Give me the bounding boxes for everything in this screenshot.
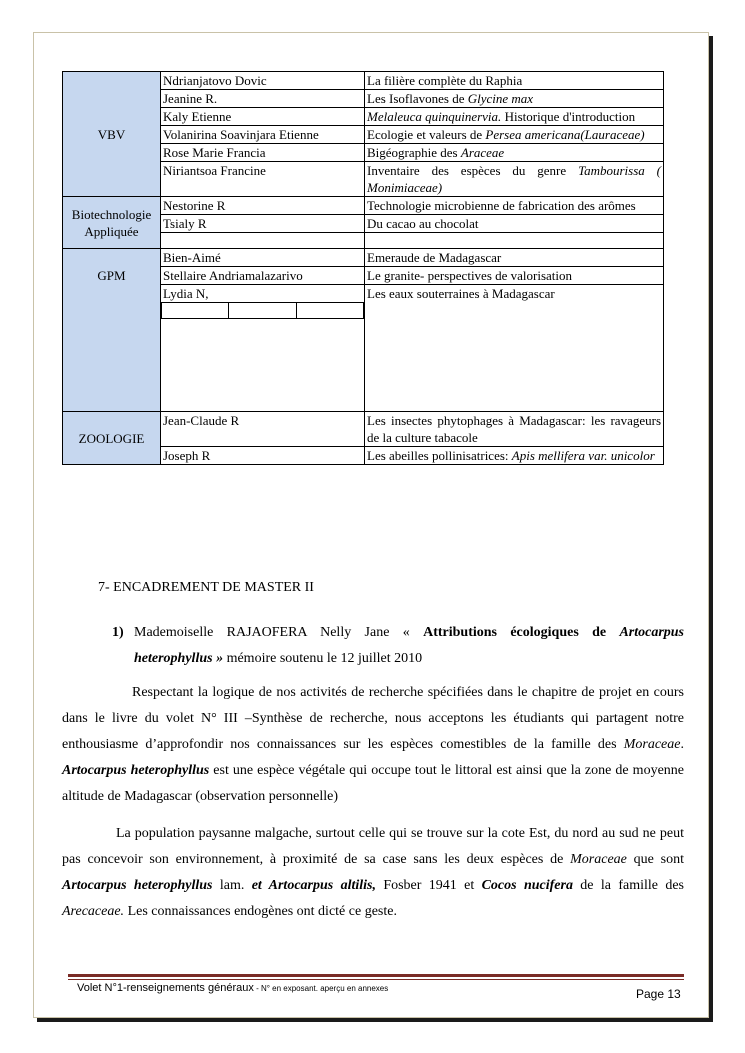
student-name: Nestorine R — [161, 197, 365, 215]
empty-cell — [229, 303, 296, 319]
student-name: Volanirina Soavinjara Etienne — [161, 126, 365, 144]
empty-subgrid — [161, 302, 364, 319]
empty-cell — [296, 303, 363, 319]
table-row — [63, 249, 664, 267]
thesis-topic: Du cacao au chocolat — [365, 215, 664, 233]
thesis-topic: Emeraude de Madagascar — [365, 249, 664, 267]
dept-cell: Biotechnologie Appliquée — [63, 197, 161, 249]
thesis-topic: Bigéographie des Araceae — [365, 144, 664, 162]
empty-cell — [162, 303, 229, 319]
supervision-table — [62, 71, 664, 465]
empty-cell — [365, 233, 664, 249]
footer-rule — [68, 979, 684, 980]
student-name: Joseph R — [161, 447, 365, 465]
student-name: Lydia N, — [163, 286, 209, 301]
section-title: 7- ENCADREMENT DE MASTER II — [98, 580, 314, 595]
table-row — [63, 197, 664, 215]
table-row — [63, 72, 664, 90]
dept-cell: GPM — [63, 249, 161, 412]
thesis-topic: La filière complète du Raphia — [365, 72, 664, 90]
footer-rule — [68, 974, 684, 977]
page-shadow-bottom — [37, 1018, 713, 1022]
thesis-topic: Les eaux souterraines à Madagascar — [365, 285, 664, 412]
student-name: Jeanine R. — [161, 90, 365, 108]
student-name: Niriantsoa Francine — [161, 162, 365, 197]
thesis-topic: Le granite- perspectives de valorisation — [365, 267, 664, 285]
thesis-topic: Inventaire des espèces du genre Tambourissa ( Monimiaceae) — [365, 162, 664, 197]
page-shadow-right — [709, 36, 713, 1022]
dept-cell: ZOOLOGIE — [63, 412, 161, 465]
thesis-topic: Les insectes phytophages à Madagascar: les ravageurs de la culture tabacole — [365, 412, 664, 447]
list-item — [112, 620, 684, 672]
student-name: Rose Marie Francia — [161, 144, 365, 162]
student-name: Jean-Claude R — [161, 412, 365, 447]
table-row — [63, 412, 664, 447]
student-name: Bien-Aimé — [161, 249, 365, 267]
thesis-topic: Technologie microbienne de fabrication des arômes — [365, 197, 664, 215]
empty-cell — [161, 233, 365, 249]
student-name-cell — [161, 285, 365, 412]
student-name: Stellaire Andriamalazarivo — [161, 267, 365, 285]
student-name: Ndrianjatovo Dovic — [161, 72, 365, 90]
footer-text: Volet N°1-renseignements généraux - N° en exposant. aperçu en annexes — [77, 982, 389, 994]
item-text: Mademoiselle RAJAOFERA Nelly Jane « Attributions écologiques de Artocarpus heterophyllus » mémoire soutenu le 12 juillet 2010 — [134, 625, 685, 666]
paragraph: Respectant la logique de nos activités de recherche spécifiées dans le chapitre de projet en cours dans le livre du volet N° III –Synthèse de recherche, nous acceptons les étudiants qui partagent notre enthousiasme d’approfondir nos connaissances sur les espèces comestibles de la famille des Moraceae. Artocarpus heterophyllus est une espèce végétale qui occupe tout le littoral est ainsi que la zone de moyenne altitude de Madagascar (observation personnelle) — [62, 685, 685, 804]
thesis-topic: Les abeilles pollinisatrices: Apis mellifera var. unicolor — [365, 447, 664, 465]
item-number: 1) — [112, 625, 124, 640]
thesis-topic: Les Isoflavones de Glycine max — [365, 90, 664, 108]
page-number: Page 13 — [636, 987, 681, 1001]
thesis-topic: Ecologie et valeurs de Persea americana(Lauraceae) — [365, 126, 664, 144]
student-name: Kaly Etienne — [161, 108, 365, 126]
paragraph: La population paysanne malgache, surtout celle qui se trouve sur la cote Est, du nord au sud ne peut pas concevoir son environnement, à proximité de sa case sans les deux espèces de Moraceae que sont Artocarpus heterophyllus lam. et Artocarpus altilis, Fosber 1941 et Cocos nucifera de la famille des Arecaceae. Les connaissances endogènes ont dicté ce geste. — [62, 826, 684, 919]
student-name: Tsialy R — [161, 215, 365, 233]
thesis-topic: Melaleuca quinquinervia. Historique d'introduction — [365, 108, 664, 126]
dept-cell: VBV — [63, 72, 161, 197]
